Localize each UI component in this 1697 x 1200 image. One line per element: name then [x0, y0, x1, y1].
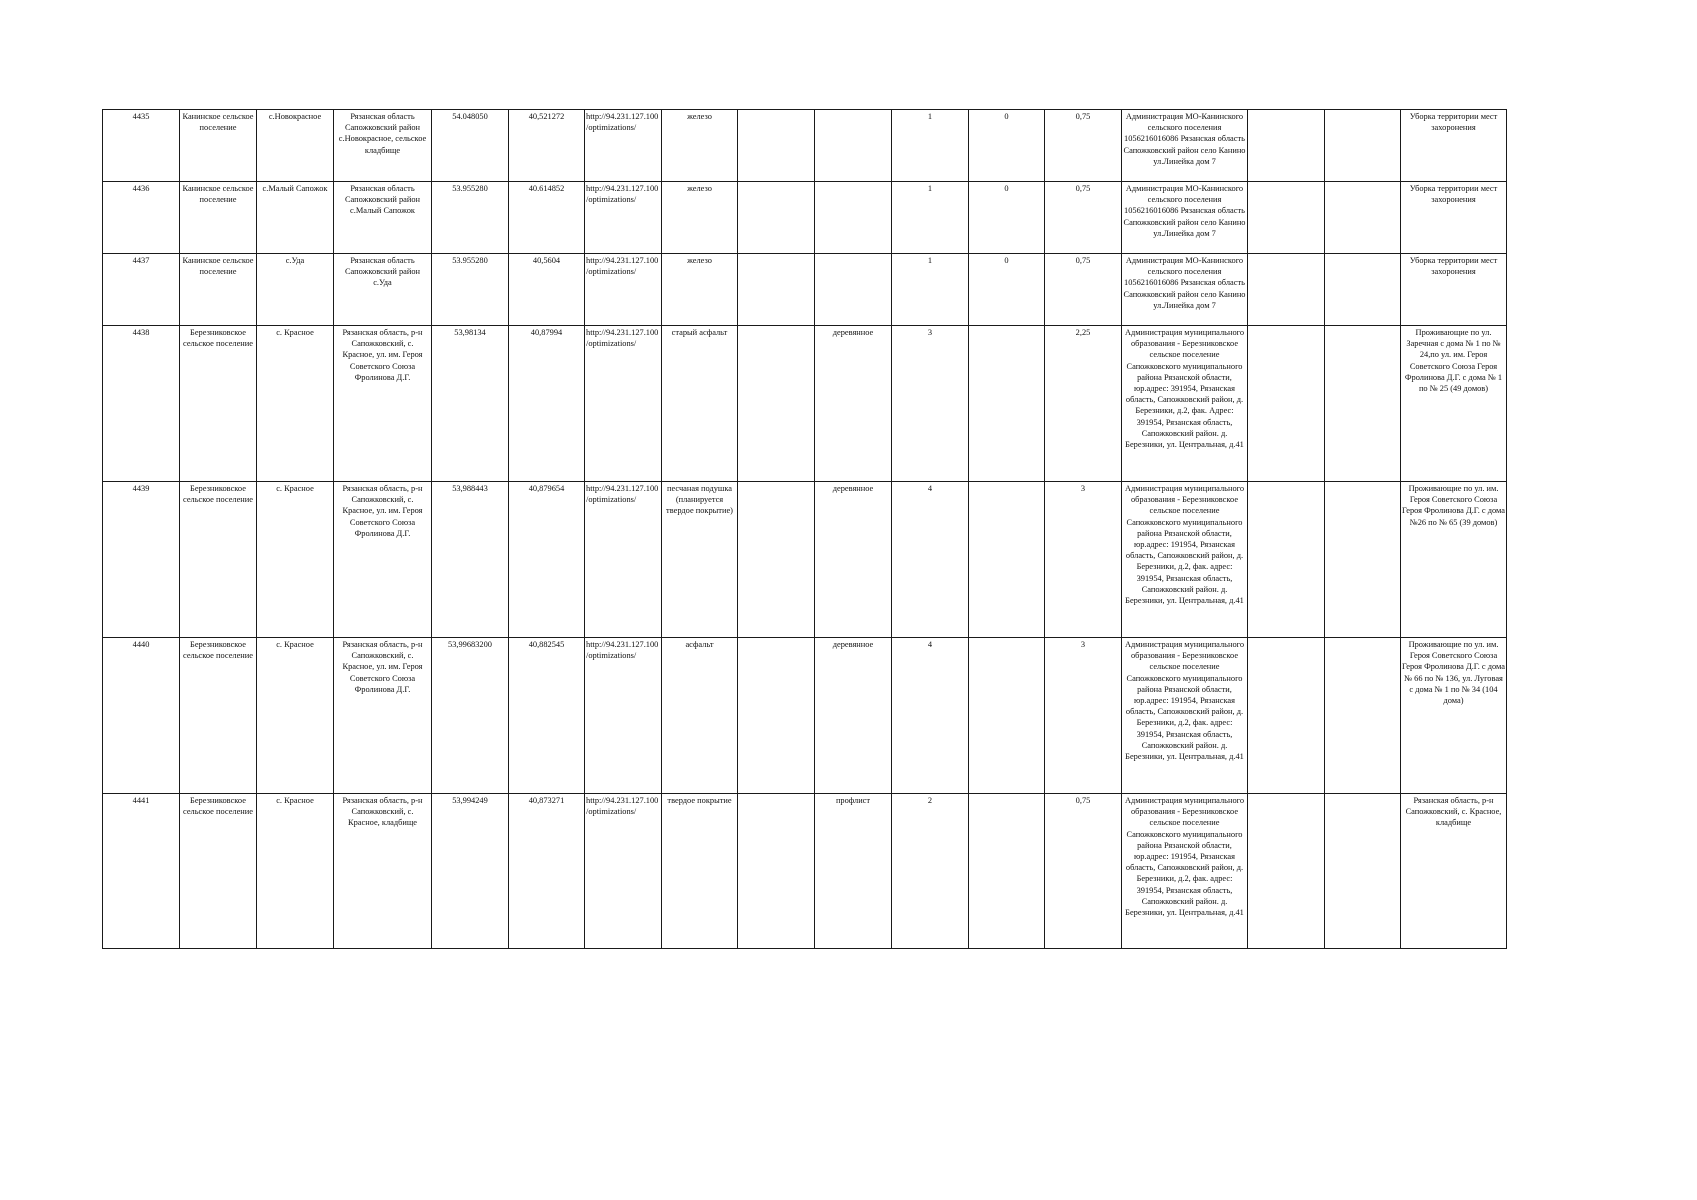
cell-empty [738, 182, 815, 254]
cell-surface: старый асфальт [662, 326, 738, 482]
cell-url: http://94.231.127.100/optimizations/ [585, 254, 662, 326]
cell-waste-source: Рязанская область, р-н Сапожковский, с. Красное, кладбище [1401, 794, 1507, 949]
cell-empty [738, 254, 815, 326]
cell-fence [815, 254, 892, 326]
cell-owner: Администрация МО-Канинского сельского поселения 1056216016086 Рязанская область Сапожковский район село Канино ул.Линейка дом 7 [1122, 182, 1248, 254]
cell-latitude: 53.955280 [432, 182, 509, 254]
cell-planned-count: 0 [969, 110, 1045, 182]
cell-planned-count [969, 326, 1045, 482]
cell-waste-source: Проживающие по ул. им. Героя Советского Союза Героя Фролинова Д.Г. с дома № 66 по № 136, ул. Луговая с дома № 1 по № 34 (104 дома) [1401, 638, 1507, 794]
cell-address: Рязанская область Сапожковский район с.Уда [334, 254, 432, 326]
cell-owner: Администрация МО-Канинского сельского поселения 1056216016086 Рязанская область Сапожковский район село Канино ул.Линейка дом 7 [1122, 110, 1248, 182]
cell-area: 0,75 [1045, 254, 1122, 326]
table-row [103, 110, 1507, 182]
cell-planned-count [969, 638, 1045, 794]
cell-url: http://94.231.127.100/optimizations/ [585, 110, 662, 182]
cell-empty [738, 110, 815, 182]
cell-longitude: 40,521272 [509, 110, 585, 182]
cell-latitude: 53.955280 [432, 254, 509, 326]
cell-longitude: 40,882545 [509, 638, 585, 794]
cell-latitude: 54.048050 [432, 110, 509, 182]
table-row [103, 482, 1507, 638]
cell-settlement: Канинское сельское поселение [180, 110, 257, 182]
cell-surface: твердое покрытие [662, 794, 738, 949]
cell-longitude: 40,5604 [509, 254, 585, 326]
cell-locality: с. Красное [257, 794, 334, 949]
cell-owner: Администрация МО-Канинского сельского поселения 1056216016086 Рязанская область Сапожковский район село Канино ул.Линейка дом 7 [1122, 254, 1248, 326]
cell-empty [1325, 638, 1401, 794]
cell-area: 2,25 [1045, 326, 1122, 482]
cell-surface: асфальт [662, 638, 738, 794]
cell-surface: песчаная подушка (планируется твердое покрытие) [662, 482, 738, 638]
cell-locality: с.Малый Сапожок [257, 182, 334, 254]
cell-area: 3 [1045, 482, 1122, 638]
cell-waste-source: Уборка территории мест захоронения [1401, 182, 1507, 254]
cell-empty [738, 482, 815, 638]
cell-fence [815, 182, 892, 254]
table-row [103, 794, 1507, 949]
cell-url: http://94.231.127.100/optimizations/ [585, 638, 662, 794]
cell-settlement: Березниковское сельское поселение [180, 482, 257, 638]
cell-url: http://94.231.127.100/optimizations/ [585, 794, 662, 949]
cell-locality: с. Красное [257, 326, 334, 482]
cell-address: Рязанская область Сапожковский район с.Малый Сапожок [334, 182, 432, 254]
cell-settlement: Канинское сельское поселение [180, 254, 257, 326]
cell-id: 4441 [103, 794, 180, 949]
cell-area: 0,75 [1045, 110, 1122, 182]
cell-url: http://94.231.127.100/optimizations/ [585, 326, 662, 482]
table-row [103, 254, 1507, 326]
cell-planned-count: 0 [969, 254, 1045, 326]
cell-container-count: 2 [892, 794, 969, 949]
table-body [103, 110, 1507, 949]
cell-empty [738, 794, 815, 949]
cell-empty [1325, 254, 1401, 326]
table-row [103, 638, 1507, 794]
cell-latitude: 53,99683200 [432, 638, 509, 794]
cell-fence: деревянное [815, 482, 892, 638]
cell-locality: с.Уда [257, 254, 334, 326]
registry-table [102, 109, 1507, 949]
cell-latitude: 53,98134 [432, 326, 509, 482]
cell-container-count: 4 [892, 482, 969, 638]
cell-locality: с. Красное [257, 482, 334, 638]
cell-longitude: 40,873271 [509, 794, 585, 949]
cell-empty [1325, 326, 1401, 482]
cell-surface: железо [662, 110, 738, 182]
cell-container-count: 1 [892, 110, 969, 182]
cell-empty [1325, 182, 1401, 254]
cell-container-count: 4 [892, 638, 969, 794]
cell-address: Рязанская область Сапожковский район с.Новокрасное, сельское кладбище [334, 110, 432, 182]
cell-planned-count [969, 794, 1045, 949]
cell-id: 4440 [103, 638, 180, 794]
cell-settlement: Березниковское сельское поселение [180, 638, 257, 794]
cell-latitude: 53,988443 [432, 482, 509, 638]
cell-empty [1248, 182, 1325, 254]
cell-container-count: 1 [892, 182, 969, 254]
cell-empty [1248, 794, 1325, 949]
cell-id: 4436 [103, 182, 180, 254]
cell-planned-count: 0 [969, 182, 1045, 254]
cell-waste-source: Проживающие по ул. им. Героя Советского Союза Героя Фролинова Д.Г. с дома №26 по № 65 (39 домов) [1401, 482, 1507, 638]
cell-id: 4435 [103, 110, 180, 182]
cell-planned-count [969, 482, 1045, 638]
cell-fence: деревянное [815, 326, 892, 482]
cell-area: 0,75 [1045, 794, 1122, 949]
cell-owner: Администрация муниципального образования - Березниковское сельское поселение Сапожковского муниципального района Рязанской области, юр.адрес: 191954, Рязанская область, Сапожковский район, д. Березники, д.2, фак. адрес: 391954, Рязанская область, Сапожковский район. д. Березники, ул. Центральная, д.41 [1122, 794, 1248, 949]
cell-empty [738, 638, 815, 794]
cell-empty [1248, 326, 1325, 482]
cell-locality: с. Красное [257, 638, 334, 794]
cell-address: Рязанская область, р-н Сапожковский, с. Красное, кладбище [334, 794, 432, 949]
cell-waste-source: Проживающие по ул. Заречная с дома № 1 по № 24,по ул. им. Героя Советского Союза Героя Фролинова Д.Г. с дома № 1 по № 25 (49 домов) [1401, 326, 1507, 482]
cell-surface: железо [662, 254, 738, 326]
cell-empty [738, 326, 815, 482]
cell-address: Рязанская область, р-н Сапожковский, с. Красное, ул. им. Героя Советского Союза Фролинова Д.Г. [334, 482, 432, 638]
cell-settlement: Березниковское сельское поселение [180, 794, 257, 949]
cell-locality: с.Новокрасное [257, 110, 334, 182]
cell-empty [1325, 110, 1401, 182]
table-row [103, 182, 1507, 254]
cell-owner: Администрация муниципального образования - Березниковское сельское поселение Сапожковского муниципального района Рязанской области, юр.адрес: 191954, Рязанская область, Сапожковский район, д. Березники, д.2, фак. адрес: 391954, Рязанская область, Сапожковский район. д. Березники, ул. Центральная, д.41 [1122, 482, 1248, 638]
table-row [103, 326, 1507, 482]
cell-address: Рязанская область, р-н Сапожковский, с. Красное, ул. им. Героя Советского Союза Фролинова Д.Г. [334, 326, 432, 482]
cell-longitude: 40.614852 [509, 182, 585, 254]
cell-url: http://94.231.127.100/optimizations/ [585, 482, 662, 638]
cell-fence: деревянное [815, 638, 892, 794]
cell-waste-source: Уборка территории мест захоронения [1401, 110, 1507, 182]
cell-empty [1248, 482, 1325, 638]
cell-waste-source: Уборка территории мест захоронения [1401, 254, 1507, 326]
cell-longitude: 40,879654 [509, 482, 585, 638]
cell-area: 3 [1045, 638, 1122, 794]
cell-fence: профлист [815, 794, 892, 949]
cell-empty [1248, 638, 1325, 794]
cell-longitude: 40,87994 [509, 326, 585, 482]
cell-fence [815, 110, 892, 182]
cell-settlement: Березниковское сельское поселение [180, 326, 257, 482]
cell-container-count: 3 [892, 326, 969, 482]
cell-surface: железо [662, 182, 738, 254]
cell-area: 0,75 [1045, 182, 1122, 254]
cell-empty [1325, 794, 1401, 949]
cell-container-count: 1 [892, 254, 969, 326]
cell-id: 4437 [103, 254, 180, 326]
cell-empty [1325, 482, 1401, 638]
cell-owner: Администрация муниципального образования - Березниковское сельское поселение Сапожковского муниципального района Рязанской области, юр.адрес: 391954, Рязанская область, Сапожковский район, д. Березники, д.2, фак. Адрес: 391954, Рязанская область, Сапожковский район. д. Березники, ул. Центральная, д.41 [1122, 326, 1248, 482]
cell-url: http://94.231.127.100/optimizations/ [585, 182, 662, 254]
cell-owner: Администрация муниципального образования - Березниковское сельское поселение Сапожковского муниципального района Рязанской области, юр.адрес: 191954, Рязанская область, Сапожковский район, д. Березники, д.2, фак. адрес: 391954, Рязанская область, Сапожковский район. д. Березники, ул. Центральная, д.41 [1122, 638, 1248, 794]
cell-empty [1248, 254, 1325, 326]
cell-empty [1248, 110, 1325, 182]
cell-id: 4438 [103, 326, 180, 482]
cell-latitude: 53,994249 [432, 794, 509, 949]
cell-address: Рязанская область, р-н Сапожковский, с. Красное, ул. им. Героя Советского Союза Фролинова Д.Г. [334, 638, 432, 794]
cell-id: 4439 [103, 482, 180, 638]
cell-settlement: Канинское сельское поселение [180, 182, 257, 254]
